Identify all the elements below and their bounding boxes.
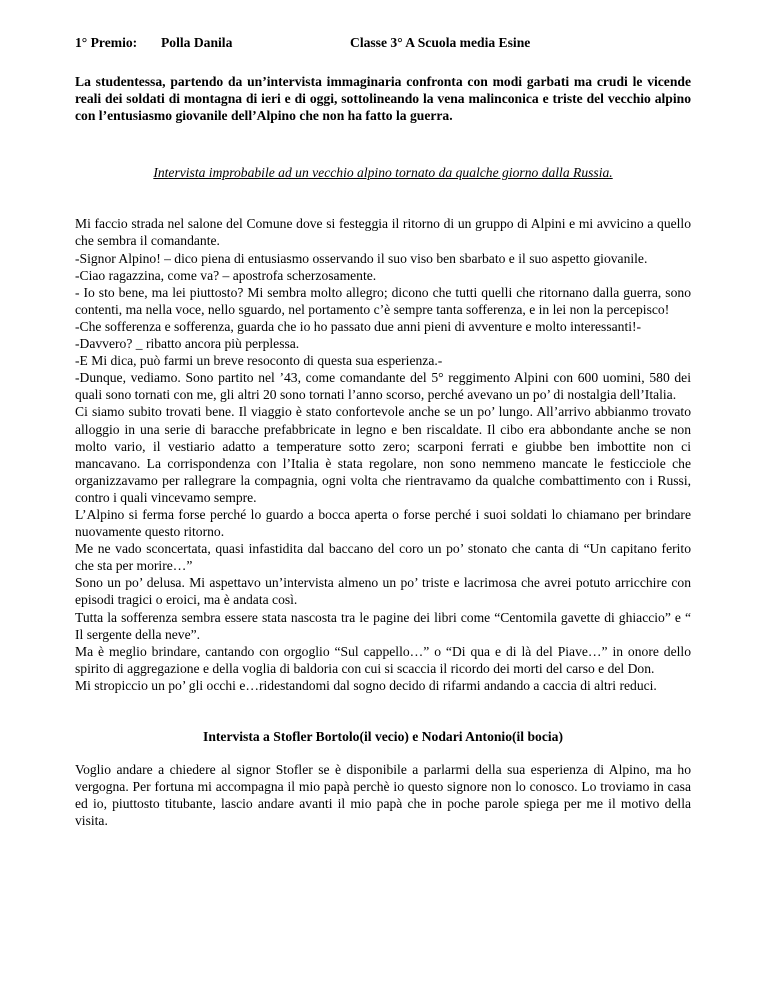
second-interview-body: [75, 761, 691, 829]
paragraph: -Signor Alpino! – dico piena di entusiasmo osservando il suo viso ben sbarbato e il suo aspetto giovanile.: [75, 250, 648, 266]
intro-summary: La studentessa, partendo da un’intervista immaginaria confronta con modi garbati ma crudi le vicende reali dei soldati di montagna di ieri e di oggi, sottolineando la vena malinconica e triste del vecchio alpino con l’entusiasmo giovanile dell’Alpino che non ha fatto la guerra.: [75, 74, 691, 124]
author-name: Polla Danila: [161, 35, 233, 50]
paragraph: Ci siamo subito trovati bene. Il viaggio è stato confortevole anche se un po’ lungo. All’arrivo abbianmo trovato alloggio in una serie di baracche prefabbricate in legno e ben riscaldate. Il cibo era abbondante anche se non molto vario, il vestiario adatto a temperature sotto zero; scarponi ferrati e giubbe ben imbottite non ci mancavano. La corrispondenza con l’Italia è stata regolare, non sono nemmeno mancate le festicciole che organizzavamo per rallegrare la compagnia, ogni volta che rientravamo da qualche combattimento con i Russi, contro i quali vincevamo sempre.: [75, 404, 691, 505]
paragraph: Voglio andare a chiedere al signor Stofler se è disponibile a parlarmi della sua esperienza di Alpino, ma ho vergogna. Per fortuna mi accompagna il mio papà perchè io questo signore non lo conosco. Lo troviamo in casa ed io, piuttosto titubante, lascio andare avanti il mio papà che in poche parole spiega per me il motivo della visita.: [75, 762, 691, 829]
paragraph: -Davvero? _ ribatto ancora più perplessa.: [75, 336, 300, 352]
paragraph: Mi faccio strada nel salone del Comune dove si festeggia il ritorno di un gruppo di Alpini e mi avvicino a quello che sembra il comandante.: [75, 216, 691, 249]
paragraph: Mi stropiccio un po’ gli occhi e…ridestandomi dal sogno decido di rifarmi andando a caccia di altri reduci.: [75, 677, 657, 693]
interview-title: Intervista improbabile ad un vecchio alpino tornato da qualche giorno dalla Russia.: [153, 165, 613, 181]
document-page: [75, 34, 691, 829]
paragraph: L’Alpino si ferma forse perché lo guardo a bocca aperta o forse perché i suoi soldati lo chiamano per brindare nuovamente questo ritorno.: [75, 506, 691, 540]
document-header: [75, 34, 691, 52]
paragraph: Sono un po’ delusa. Mi aspettavo un’intervista almeno un po’ triste e lacrimosa che avrei potuto arricchire con episodi tragici o eroici, ma è andata così.: [75, 575, 691, 608]
second-interview-title: Intervista a Stofler Bortolo(il vecio) e Nodari Antonio(il bocia): [203, 729, 563, 744]
prize-label: 1° Premio:: [75, 35, 138, 50]
paragraph: -Che sofferenza e sofferenza, guarda che io ho passato due anni pieni di avventure e molto interessanti!-: [75, 318, 642, 334]
paragraph: Me ne vado sconcertata, quasi infastidita dal baccano del coro un po’ stonato che canta di “Un capitano ferito che sta per morire…”: [75, 541, 691, 574]
paragraph: - Io sto bene, ma lei piuttosto? Mi sembra molto allegro; dicono che tutti quelli che ritornano dalla guerra, sono contenti, ma nella voce, nello sguardo, nel portamento c’è sempre tanta sofferenza, e in lei non la percepisco!: [75, 284, 691, 317]
paragraph: -Dunque, vediamo. Sono partito nel ’43, come comandante del 5° reggimento Alpini con 600 uomini, 580 dei quali sono tornati con me, gli altri 20 sono tornati l’anno scorso, perché avevano un po’ di nostalgia dell’Italia.: [75, 370, 691, 403]
paragraph: -E Mi dica, può farmi un breve resoconto di questa sua esperienza.-: [75, 353, 443, 369]
paragraph: Tutta la sofferenza sembra essere stata nascosta tra le pagine dei libri come “Centomila gavette di ghiaccio” e “ Il sergente della neve”.: [75, 609, 691, 642]
school-class: Classe 3° A Scuola media Esine: [350, 35, 531, 50]
paragraph: Ma è meglio brindare, cantando con orgoglio “Sul cappello…” o “Di qua e di là del Piave…” in onore dello spirito di aggregazione e della voglia di baldoria con cui si scaccia il ricordo dei morti del carso e del Don.: [75, 643, 691, 676]
interview-body: [75, 215, 691, 694]
paragraph: -Ciao ragazzina, come va? – apostrofa scherzosamente.: [75, 267, 377, 283]
